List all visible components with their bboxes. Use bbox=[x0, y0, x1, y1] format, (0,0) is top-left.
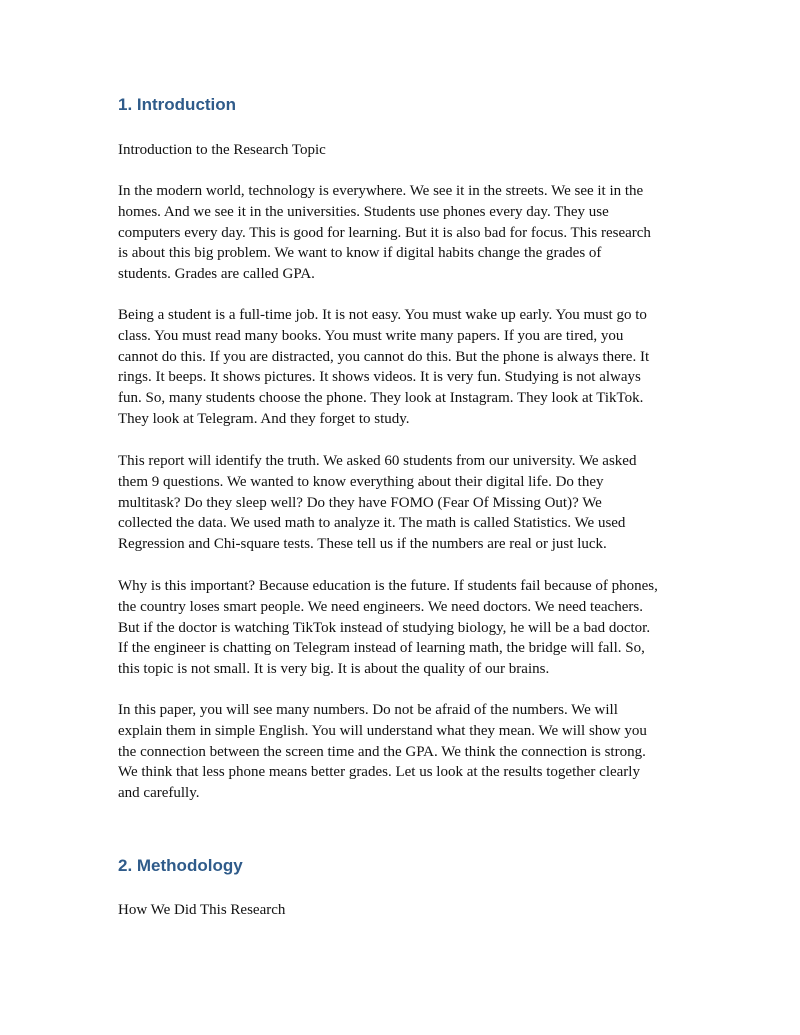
section-subtitle-methodology: How We Did This Research bbox=[118, 902, 286, 918]
paragraph-line: If the engineer is chatting on Telegram instead of learning math, the bridge will fall. So, bbox=[118, 640, 645, 657]
section-heading-methodology: 2. Methodology bbox=[118, 856, 243, 875]
paragraph-5 bbox=[118, 700, 683, 804]
paragraph-line: In the modern world, technology is everywhere. We see it in the streets. We see it in the bbox=[118, 183, 644, 199]
paragraph-1 bbox=[118, 181, 683, 285]
paragraph-3 bbox=[118, 451, 683, 555]
paragraph-line: multitask? Do they sleep well? Do they have FOMO (Fear Of Missing Out)? We bbox=[118, 494, 602, 511]
paragraph-line: is about this big problem. We want to know if digital habits change the grades of bbox=[118, 245, 602, 262]
paragraph-line: fun. So, many students choose the phone. They look at Instagram. They look at TikTok. bbox=[118, 390, 644, 407]
section-heading-introduction: 1. Introduction bbox=[118, 95, 237, 114]
paragraph-line: explain them in simple English. You will understand what they mean. We will show you bbox=[118, 722, 647, 739]
paragraph-line: We think that less phone means better grades. Let us look at the results together clearly bbox=[118, 764, 640, 781]
paragraph-line: rings. It beeps. It shows pictures. It shows videos. It is very fun. Studying is not always bbox=[118, 369, 641, 386]
paragraph-line: Regression and Chi-square tests. These tell us if the numbers are real or just luck. bbox=[118, 536, 607, 553]
paragraph-line: the country loses smart people. We need engineers. We need doctors. We need teachers. bbox=[118, 598, 643, 615]
paragraph-line: and carefully. bbox=[118, 785, 200, 802]
paragraph-line: students. Grades are called GPA. bbox=[118, 266, 315, 283]
paragraph-line: This report will identify the truth. We asked 60 students from our university. We asked bbox=[118, 453, 637, 469]
section-subtitle-introduction: Introduction to the Research Topic bbox=[118, 142, 326, 158]
paragraph-line: cannot do this. If you are distracted, you cannot do this. But the phone is always there. It bbox=[118, 348, 650, 365]
paragraph-line: computers every day. This is good for learning. But it is also bad for focus. This research bbox=[118, 224, 651, 241]
paragraph-line: Why is this important? Because education is the future. If students fail because of phones, bbox=[118, 578, 658, 594]
paragraph-line: Being a student is a full-time job. It is not easy. You must wake up early. You must go to bbox=[118, 307, 647, 323]
paragraph-line: them 9 questions. We wanted to know everything about their digital life. Do they bbox=[118, 473, 604, 490]
paragraph-line: They look at Telegram. And they forget to study. bbox=[118, 410, 410, 427]
paragraph-line: class. You must read many books. You must write many papers. If you are tired, you bbox=[118, 327, 624, 344]
paragraph-line: this topic is not small. It is very big. It is about the quality of our brains. bbox=[118, 661, 550, 678]
paragraph-line: But if the doctor is watching TikTok instead of studying biology, he will be a bad doctor. bbox=[118, 619, 651, 636]
paragraph-line: In this paper, you will see many numbers. Do not be afraid of the numbers. We will bbox=[118, 702, 618, 718]
paragraph-4 bbox=[118, 576, 683, 680]
paragraph-line: homes. And we see it in the universities. Students use phones every day. They use bbox=[118, 203, 609, 220]
paragraph-line: the connection between the screen time and the GPA. We think the connection is strong. bbox=[118, 743, 646, 760]
paragraph-2 bbox=[118, 305, 683, 430]
paragraph-line: collected the data. We used math to analyze it. The math is called Statistics. We used bbox=[118, 515, 626, 532]
